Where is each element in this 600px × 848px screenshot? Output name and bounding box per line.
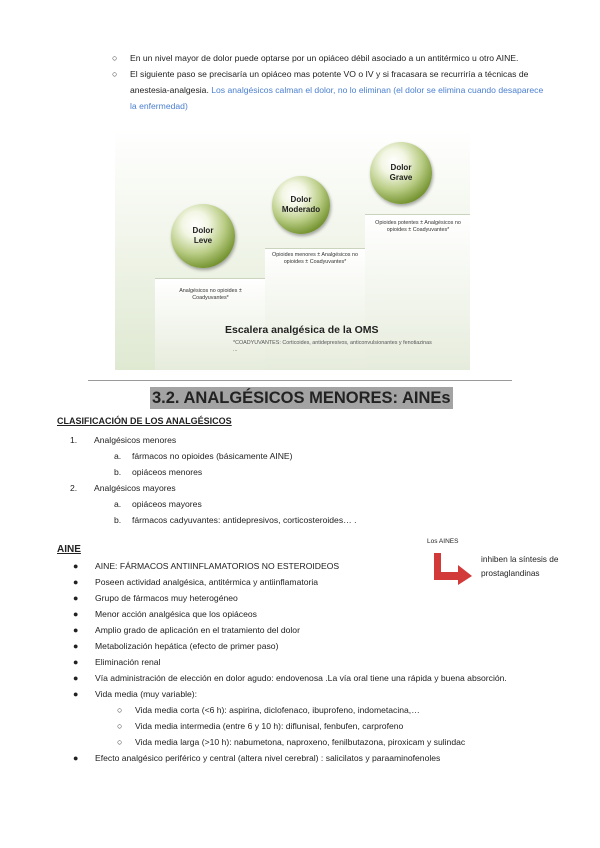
list-item bbox=[70, 432, 470, 448]
circle-bullet-icon: ○ bbox=[117, 737, 123, 747]
clasificacion-title: CLASIFICACIÓN DE LOS ANALGÉSICOS bbox=[57, 416, 232, 426]
list-text: Analgésicos menores bbox=[94, 435, 177, 445]
bullet-text: Amplio grado de aplicación en el tratamiento del dolor bbox=[95, 625, 300, 635]
aines-side-label: Los AINES bbox=[427, 538, 459, 545]
dot-bullet-icon: ● bbox=[73, 561, 79, 571]
vida-media-subbullet bbox=[73, 702, 543, 718]
bullet-text: Vida media intermedia (entre 6 y 10 h): diflunisal, fenbufen, carprofeno bbox=[135, 721, 404, 731]
dot-bullet-icon: ● bbox=[73, 753, 79, 763]
dot-bullet-icon: ● bbox=[73, 689, 79, 699]
dot-bullet-icon: ● bbox=[73, 593, 79, 603]
dot-bullet-icon: ● bbox=[73, 657, 79, 667]
dot-bullet-icon: ● bbox=[73, 577, 79, 587]
aine-bullet bbox=[73, 574, 543, 590]
aine-title: AINE bbox=[57, 544, 81, 555]
list-letter: b. bbox=[114, 467, 122, 477]
dot-bullet-icon: ● bbox=[73, 673, 79, 683]
vida-media-subbullet bbox=[73, 718, 543, 734]
aine-bullet bbox=[73, 750, 543, 766]
step-3-label: Opioides potentes ± Analgésicos no opioides ± Coadyuvantes* bbox=[375, 220, 461, 233]
list-subitem bbox=[70, 448, 470, 464]
bullet-text: Metabolización hepática (efecto de primer paso) bbox=[95, 641, 279, 651]
oms-ladder-figure bbox=[115, 130, 470, 370]
dot-bullet-icon: ● bbox=[73, 625, 79, 635]
list-letter: a. bbox=[114, 499, 122, 509]
list-text: opiáceos menores bbox=[132, 467, 203, 477]
ball-grave bbox=[370, 142, 432, 204]
aine-bullet-list bbox=[73, 558, 543, 766]
list-text: Analgésicos mayores bbox=[94, 483, 176, 493]
bullet-text: Efecto analgésico periférico y central (altera nivel cerebral) : salicilatos y paraaminofenoles bbox=[95, 753, 441, 763]
circle-bullet-icon: ○ bbox=[117, 721, 123, 731]
section-divider bbox=[88, 380, 512, 381]
bullet-text: Grupo de fármacos muy heterogéneo bbox=[95, 593, 238, 603]
dot-bullet-icon: ● bbox=[73, 641, 79, 651]
ball-label: Dolor Moderado bbox=[281, 195, 321, 214]
list-number: 1. bbox=[70, 435, 78, 445]
intro-bullet-1 bbox=[112, 50, 552, 66]
bullet-text: Menor acción analgésica que los opiáceos bbox=[95, 609, 257, 619]
aine-bullet bbox=[73, 606, 543, 622]
dot-bullet-icon: ● bbox=[73, 609, 79, 619]
ball-label: Dolor Leve bbox=[192, 226, 214, 245]
aine-bullet bbox=[73, 638, 543, 654]
intro-blue-note: Los analgésicos calman el dolor, no lo eliminan (el dolor se elimina cuando desaparece la enfermedad) bbox=[130, 85, 544, 111]
vida-media-subbullet bbox=[73, 734, 543, 750]
list-text: fármacos cadyuvantes: antidepresivos, corticosteroides… . bbox=[132, 515, 357, 525]
aine-bullet bbox=[73, 558, 543, 574]
bullet-text: Poseen actividad analgésica, antitérmica y antiinflamatoria bbox=[95, 577, 319, 587]
step-2-label: Opioides menores ± Analgésicos no opioides ± Coadyuvantes* bbox=[272, 252, 358, 265]
aines-side-text: inhiben la síntesis de prostaglandinas bbox=[481, 554, 559, 578]
intro-bullet-text: El siguiente paso se precisaría un opiáceo mas potente VO o IV y si fracasara se recurriría a técnicas de anestesia-analgesia. bbox=[130, 69, 529, 95]
circle-bullet-icon: ○ bbox=[117, 705, 123, 715]
intro-bullet-text: En un nivel mayor de dolor puede optarse por un opiáceo débil asociado a un antitérmico u otro AINE. bbox=[130, 53, 519, 63]
circle-bullet-icon: ○ bbox=[112, 69, 118, 79]
bullet-text: Vida media corta (<6 h): aspirina, diclofenaco, ibuprofeno, indometacina,… bbox=[135, 705, 420, 715]
intro-bullet-2 bbox=[112, 66, 552, 114]
aine-bullet bbox=[73, 654, 543, 670]
intro-bullet-list bbox=[112, 50, 552, 114]
bullet-text: Vida media (muy variable): bbox=[95, 689, 198, 699]
clasificacion-list bbox=[70, 432, 470, 528]
ball-moderado bbox=[272, 176, 330, 234]
ball-leve bbox=[171, 204, 235, 268]
list-letter: b. bbox=[114, 515, 122, 525]
list-subitem bbox=[70, 464, 470, 480]
aine-bullet bbox=[73, 686, 543, 702]
aine-bullet bbox=[73, 590, 543, 606]
list-item bbox=[70, 480, 470, 496]
list-number: 2. bbox=[70, 483, 78, 493]
list-letter: a. bbox=[114, 451, 122, 461]
list-subitem bbox=[70, 512, 470, 528]
section-heading: 3.2. ANALGÉSICOS MENORES: AINEs bbox=[152, 389, 451, 407]
ball-label: Dolor Grave bbox=[389, 163, 413, 182]
aine-bullet bbox=[73, 622, 543, 638]
circle-bullet-icon: ○ bbox=[112, 53, 118, 63]
list-text: opiáceos mayores bbox=[132, 499, 202, 509]
bullet-text: Vida media larga (>10 h): nabumetona, naproxeno, fenilbutazona, piroxicam y sulindac bbox=[135, 737, 466, 747]
list-text: fármacos no opioides (básicamente AINE) bbox=[132, 451, 293, 461]
bullet-text: Eliminación renal bbox=[95, 657, 161, 667]
aine-bullet bbox=[73, 670, 543, 686]
bullet-text: AINE: FÁRMACOS ANTIINFLAMATORIOS NO ESTEROIDEOS bbox=[95, 561, 340, 571]
figure-note: *COADYUVANTES: Corticoides, antidepresivos, anticonvulsionantes y fenotiazinas ... bbox=[233, 340, 432, 353]
figure-title: Escalera analgésica de la OMS bbox=[225, 324, 379, 336]
bullet-text: Vía administración de elección en dolor agudo: endovenosa .La vía oral tiene una rápida y buena absorción. bbox=[95, 673, 507, 683]
step-1-label: Analgésicos no opioides ± Coadyuvantes* bbox=[179, 288, 242, 301]
list-subitem bbox=[70, 496, 470, 512]
